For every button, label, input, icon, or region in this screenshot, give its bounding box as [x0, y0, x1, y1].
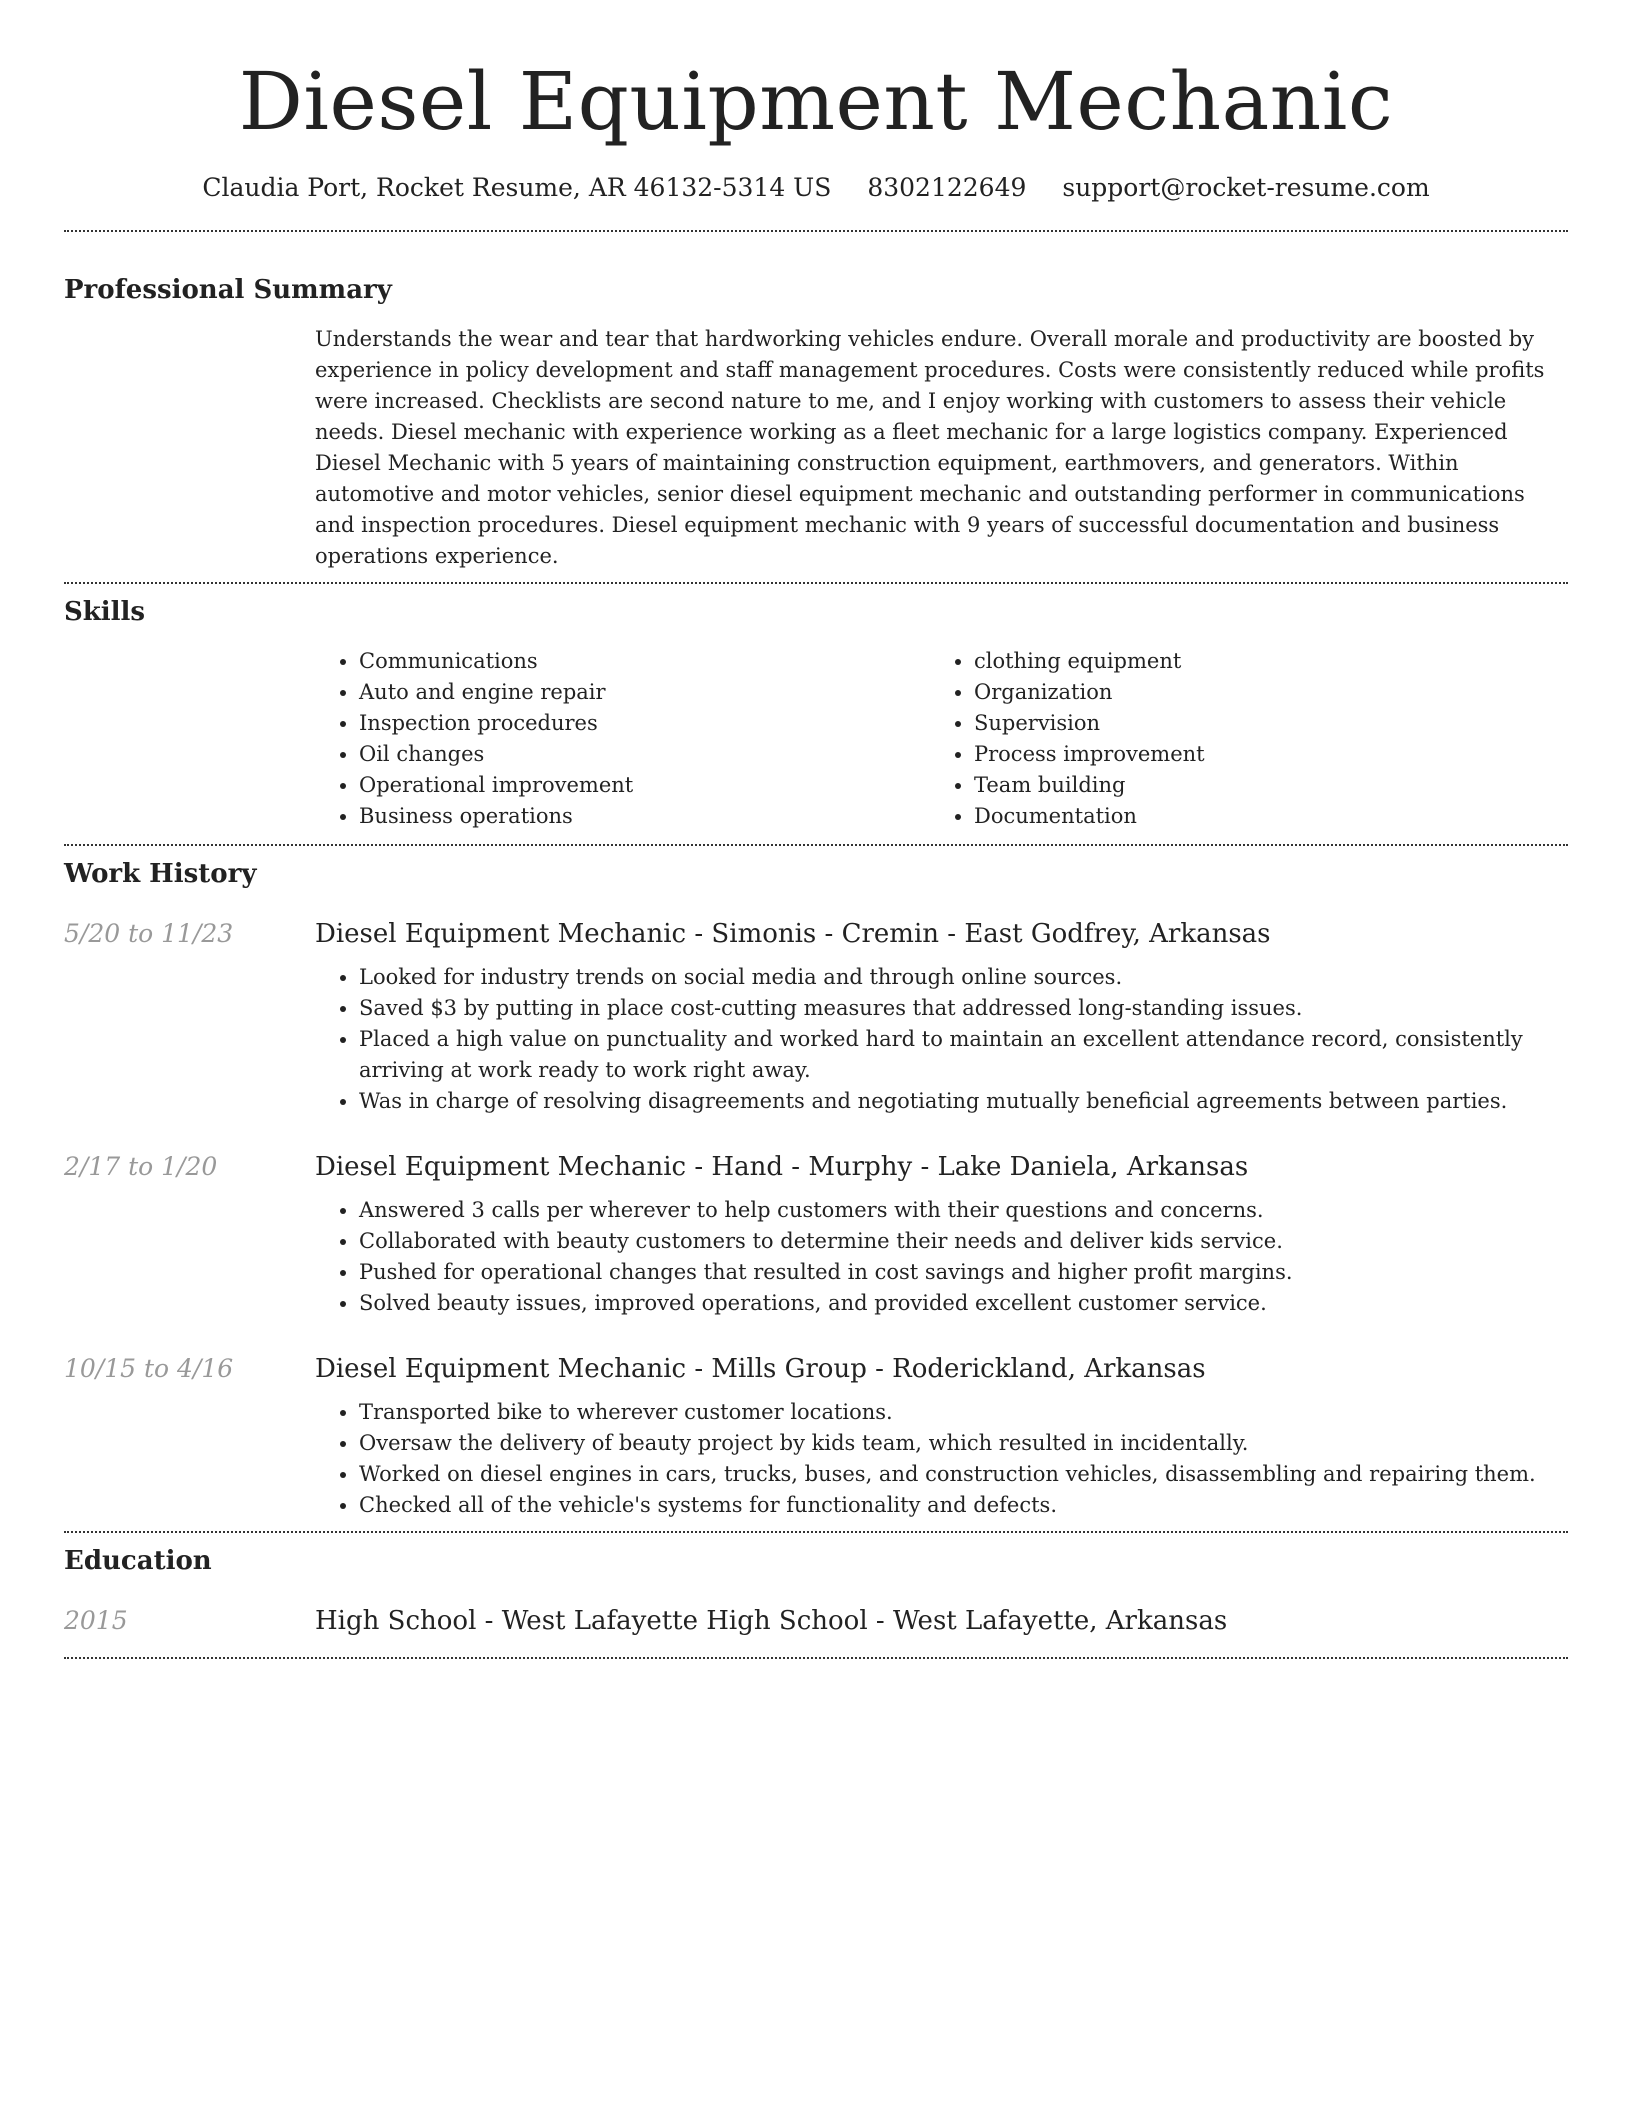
job-bullet: • Oversaw the delivery of beauty project by kids team, which resulted in incidentally.: [359, 1428, 1568, 1459]
education-entry: [64, 1603, 1568, 1657]
job-bullet: • Transported bike to wherever customer locations.: [359, 1397, 1568, 1428]
skill-item: • Process improvement: [974, 739, 1545, 770]
skill-item: • Inspection procedures: [359, 708, 930, 739]
work-history-heading: Work History: [64, 859, 257, 889]
education-section: [64, 1543, 1568, 1657]
skill-item: • Organization: [974, 677, 1545, 708]
skills-grid: [315, 646, 1568, 832]
job-entry: [64, 1149, 1568, 1319]
divider: [64, 1531, 1568, 1533]
divider: [64, 844, 1568, 846]
skill-item: • Supervision: [974, 708, 1545, 739]
skill-item: • Oil changes: [359, 739, 930, 770]
job-bullet: • Looked for industry trends on social media and through online sources.: [359, 962, 1568, 993]
skills-heading: Skills: [64, 597, 146, 627]
job-bullet: • Pushed for operational changes that resulted in cost savings and higher profit margins.: [359, 1257, 1568, 1288]
job-bullet: • Worked on diesel engines in cars, trucks, buses, and construction vehicles, disassembling and repairing them.: [359, 1459, 1568, 1490]
job-heading: Diesel Equipment Mechanic - Hand - Murphy - Lake Daniela, Arkansas: [315, 1152, 1249, 1182]
resume-page: [64, 0, 1568, 1659]
job-bullets: [315, 962, 1568, 1117]
job-bullet: • Saved $3 by putting in place cost-cutting measures that addressed long-standing issues.: [359, 993, 1568, 1024]
job-bullet: • Answered 3 calls per wherever to help customers with their questions and concerns.: [359, 1195, 1568, 1226]
skill-item: • Documentation: [974, 801, 1545, 832]
job-entry: [64, 916, 1568, 1117]
education-date: 2015: [64, 1606, 128, 1635]
job-bullet: • Checked all of the vehicle's systems for functionality and defects.: [359, 1490, 1568, 1521]
work-history-section: [64, 856, 1568, 1531]
job-bullets: [315, 1397, 1568, 1521]
job-date: 10/15 to 4/16: [64, 1354, 234, 1383]
skills-column-right: [930, 646, 1545, 832]
education-heading-line: High School - West Lafayette High School - West Lafayette, Arkansas: [315, 1606, 1228, 1636]
job-bullet: • Placed a high value on punctuality and worked hard to maintain an excellent attendance record, consistently arriving at work ready to work right away.: [359, 1024, 1568, 1086]
skill-item: • Communications: [359, 646, 930, 677]
summary-text: Understands the wear and tear that hardworking vehicles endure. Overall morale and productivity are boosted by experience in policy development and staff management procedures. Costs were consistently reduced while profits were increased. Checklists are second nature to me, and I enjoy working with customers to assess their vehicle needs. Diesel mechanic with experience working as a fleet mechanic for a large logistics company. Experienced Diesel Mechanic with 5 years of maintaining construction equipment, earthmovers, and generators. Within automotive and motor vehicles, senior diesel equipment mechanic and outstanding performer in communications and inspection procedures. Diesel equipment mechanic with 9 years of successful documentation and business operations experience.: [315, 327, 1545, 568]
job-body: [315, 916, 1568, 1117]
job-entry: [64, 1351, 1568, 1521]
summary-heading: Professional Summary: [64, 275, 392, 305]
education-heading: Education: [64, 1546, 212, 1576]
job-body: [315, 1149, 1568, 1319]
job-bullet: • Was in charge of resolving disagreements and negotiating mutually beneficial agreements between parties.: [359, 1086, 1568, 1117]
skill-item: • Operational improvement: [359, 770, 930, 801]
skill-item: • clothing equipment: [974, 646, 1545, 677]
job-bullets: [315, 1195, 1568, 1319]
divider: [64, 230, 1568, 232]
summary-section: [64, 272, 1568, 582]
divider: [64, 582, 1568, 584]
skills-column-left: [315, 646, 930, 832]
job-heading: Diesel Equipment Mechanic - Simonis - Cremin - East Godfrey, Arkansas: [315, 919, 1271, 949]
job-bullet: • Collaborated with beauty customers to determine their needs and deliver kids service.: [359, 1226, 1568, 1257]
contact-email: support@rocket-resume.com: [1062, 173, 1430, 202]
job-heading: Diesel Equipment Mechanic - Mills Group - Roderickland, Arkansas: [315, 1354, 1206, 1384]
job-bullet: • Solved beauty issues, improved operations, and provided excellent customer service.: [359, 1288, 1568, 1319]
contact-address: Claudia Port, Rocket Resume, AR 46132-5314 US: [202, 173, 832, 202]
contact-line: [64, 170, 1568, 206]
resume-title: Diesel Equipment Mechanic: [238, 55, 1394, 148]
job-body: [315, 1351, 1568, 1521]
job-date: 5/20 to 11/23: [64, 919, 234, 948]
skill-item: • Team building: [974, 770, 1545, 801]
job-date: 2/17 to 1/20: [64, 1152, 218, 1181]
skill-item: • Business operations: [359, 801, 930, 832]
divider: [64, 1657, 1568, 1659]
contact-phone: 8302122649: [867, 173, 1027, 202]
skills-section: [64, 594, 1568, 844]
skill-item: • Auto and engine repair: [359, 677, 930, 708]
